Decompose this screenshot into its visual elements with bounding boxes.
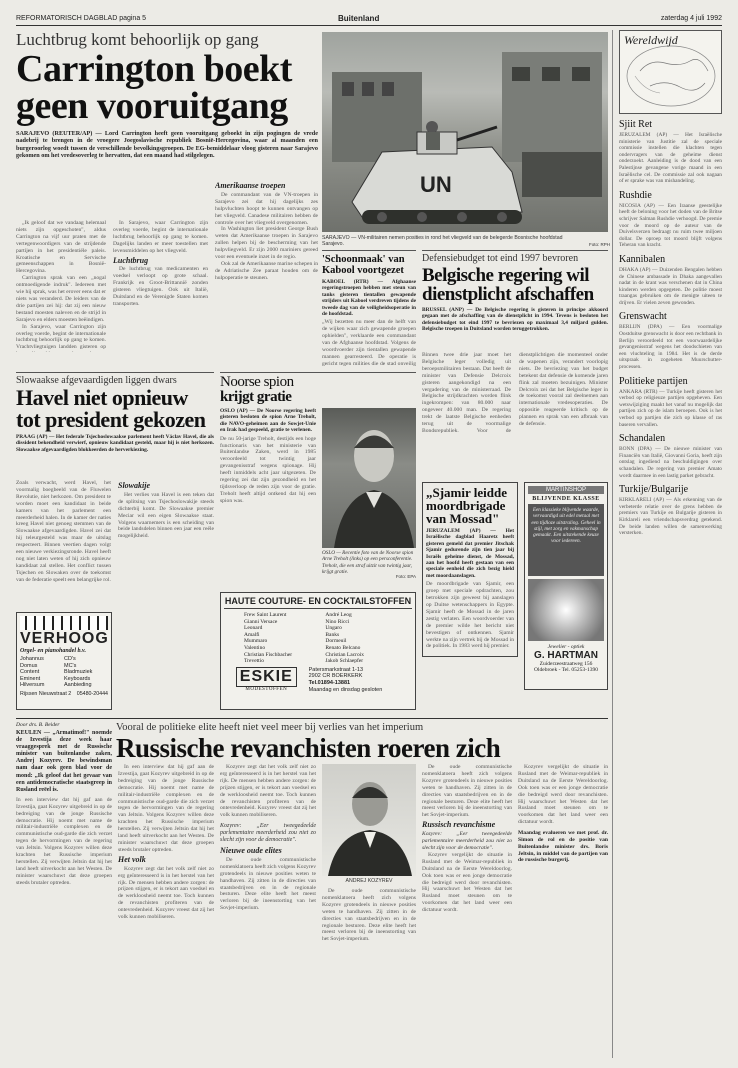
brief-heading: Rushdie — [619, 189, 652, 201]
running-head — [16, 12, 722, 26]
brief-text: BERLIJN (DPA) — Een voormalige Oostduitse grenswacht is door een rechtbank in Berlijn veroordeeld tot een voorwaardelijke gevangenisstraf wegens het doodschieten van een vluchteling in 1984. Het is de derde uitspraak in zogeheten Muurschutter-processen. — [619, 324, 722, 371]
spion-headline[interactable]: krijgt gratie — [220, 389, 292, 405]
ad-item: Keyboards — [64, 675, 91, 682]
havel-body-col2 — [118, 480, 214, 600]
lead-kicker: Luchtbrug komt behoorlijk op gang — [16, 30, 259, 49]
ad-item: Aanbieding — [64, 682, 92, 689]
belgie-kicker: Defensiebudget tot eind 1997 bevroren — [422, 253, 579, 264]
subhead-slowakije: Slowakije — [118, 481, 151, 490]
lead-intro: SARAJEVO (REUTER/AP) — Lord Carrington heeft geen vooruitgang geboekt in zijn pogingen de vrede nadebrij te brengen in de vroegere Joegoslavische republiek Bosnië-Hercegovina, waar al maanden een burgeroorlog woedt tussen de verschillende bevolkingsgroepen. De EG-bemiddelaar vloog gisteren naar Sarajevo gekomen om het vredesoverleg te hervatten, dat een maand had stilgelegen. — [16, 130, 318, 160]
havel-para: Het verlies van Havel is een teken dat de splitsing van Tsjechoslowakije steeds dichterbij komt. De Slowaakse premier Meciar wil een eigen Slowaakse staat. Volgens waarnemers is een scheiding van beide landsdelen binnen een jaar een reële mogelijkheid. — [118, 491, 214, 540]
russia-headline[interactable]: Russische revanchisten roeren zich — [116, 733, 501, 763]
ad-eskie-list-b — [325, 612, 392, 665]
wereldwijd-sidebar — [612, 30, 722, 1058]
lead-body-col2 — [113, 220, 208, 352]
un-vehicle-marking: UN — [420, 172, 452, 197]
ad-item: Christian Fischbacher — [244, 651, 293, 658]
kabool-body: „Wij bezetten nu meer dan de helft van de wijken waar zich gewapende groepen ophielden", verklaarde een commandant van de Afghaanse hoofdstad. Volgens de woordvoerder zijn tientallen gewapende mannen gearresteerd. De operatie is gericht tegen milities die de stad onveilig — [322, 319, 416, 367]
russia-body-col1: In een interview dat hij gaf aan de Izvestija, gaat Kozyrev uitgebreid in op de bedreiging van de jonge Russische democratie. Hij noemt met name de militair-industriële complexen en de communistische oud-garde die zich verzet tegen de hervormingen van de regering van Jeltsin. Volgens Kozyrev willen deze krachten het Russische imperium herstellen. Zij verwijten Jeltsin dat hij het land heeft uitverkocht aan het Westen. De minister waarschuwt dat deze groepen steeds brutaler optreden. — [16, 796, 112, 886]
ad-verhoog-contact — [20, 691, 108, 697]
russia-kicker: Vooral de politieke elite heeft niet veel meer bij verlies van het imperium — [116, 722, 424, 733]
russia-lead: KEULEN — „Armatimof!" noemde de Izvestija deze week haar vraaggesprek met de Russische minister van buitenlandse zaken, Andrej Kozyrev. De bewindsman nam daar ook geen blad voor de mond: „Ik geloof dat het gevaar van een antidemocratische staatsgreep in Rusland reëel is. — [16, 730, 112, 793]
ad-eskie-lists — [224, 612, 412, 665]
ad-item: André Leog — [325, 612, 352, 618]
russia-para: De oude communistische nomenklatoera heeft zich volgens Kozyrev grotendeels in nieuwe posities weten te handhaven. Zij zitten in de directies van staatsbedrijven en in de regionale besturen. Deze elite heeft het meest verloren bij de ineenstorting van het Sovjet-imperium. — [422, 764, 512, 819]
russia-closing: Maandag evalueren we met prof. dr. Simon de rol en de positie van Buitenlandse minister drs. Boris Jeltsin, in middel van de partijen van de russische burgerij. — [518, 830, 608, 864]
russia-para: Kozyrev vergelijkt de situatie in Rusland met de Weimar-republiek in Duitsland na de Eerste Wereldoorlog. Ook toen was er een jonge democratie die bedreigd werd door revanchisten. Hij waarschuwt het Westen dat het Rusland moet steunen om te voorkomen dat het land weer een dictatuur wordt. — [518, 764, 608, 826]
brief-text: DHAKA (AP) — Duizenden Bengalen hebben de Chinese ambassade in Dhaka aangevallen nadat in de krant was verschenen dat in China kinderen werden opgegeten. De politie moest traangas gebruiken om de menigte uiteen te drijven. Er vielen zeven gewonden. — [619, 266, 722, 306]
havel-article — [16, 372, 214, 453]
ad-hartman-text: Een klassieke blijvende waarde, vervaardigd uit edel metaal met een tijdloze uitstraling. Geheel in stijl, met zorg en vakmanschap gemaakt. Een uitstekende keuze voor iedereen. — [528, 504, 604, 576]
russia-para: De oude communistische nomenklatoera heeft zich volgens Kozyrev grotendeels in nieuwe posities weten te handhaven. Zij zitten in de directies van staatsbedrijven en in de regionale besturen. Deze elite heeft het meest verloren bij de ineenstorting van het Sovjet-imperium. — [322, 888, 416, 943]
russia-body-col2 — [118, 764, 214, 1058]
ad-item: Leonard — [244, 625, 263, 632]
ad-eskie-brand: ESKIE — [236, 667, 297, 687]
mossad-lead: JERUZALEM (AP) — Het Israëlische dagblad Haaretz heeft gisteren gemeld dat premier Jitschak Sjamir gedurende zijn tien jaar bij Israëls geheime dienst, de Mossad, aan het hoofd heeft gestaan van een speciale eenheid die zich bezig hield met moordaanslagen. — [426, 528, 514, 579]
spion-kicker: Noorse spion — [220, 374, 294, 390]
brief-text: KIRKLARELI (AP) — Als erkenning van de verbeterde relatie over de grens hebben de premiers van Turkije en Bulgarije gisteren in Kirklareli een vriendschapsverdrag getekend. De beide landen willen de samenwerking versterken. — [619, 497, 722, 537]
portrait-illustration — [322, 408, 416, 548]
wereldwijd-items — [619, 119, 722, 537]
russia-quote: Kozyrev: „Eer tweegedeelde parlementaire meerderheid zou niet zo slecht zijn voor de democratie". — [220, 823, 316, 844]
russia-quote2: Kozyrev: „Eer tweegedeelde parlementaire meerderheid zou niet zo slecht zijn voor de democratie". — [422, 831, 512, 851]
runhead-left: REFORMATORISCH DAGBLAD pagina 5 — [16, 15, 147, 22]
havel-headline[interactable]: Havel niet opnieuw tot president gekozen — [16, 385, 206, 432]
havel-body-col1: Zoals verwacht, werd Havel, het voormalig boegbeeld van de Fluwelen Revolutie, niet herkozen. Om president te worden moet een kandidaat in beide kamers van het parlement een meerderheid halen. In de kamer der naties kreeg Havel niet genoeg stemmen van de Slowaakse afgevaardigden. Havel zei dat hij teleurgesteld was maar de uitslag respecteert. Binnen veertien dagen volgt een nieuwe verkiezingsronde. Havel heeft nog niet laten weten of hij zich opnieuw kandidaat zal stellen. Het conflict tussen Tsjechen en Slowaken over de toekomst van de federatie speelt een belangrijke rol. — [16, 480, 111, 583]
ad-verhoog-lists — [20, 656, 108, 689]
ad-verhoog-col2 — [64, 656, 108, 689]
russia-para: In een interview dat hij gaf aan de Izvestija, gaat Kozyrev uitgebreid in op de bedreiging van de jonge Russische democratie. Hij noemt met name de militair-industriële complexen en de communistische oud-garde die zich verzet tegen de hervormingen van de regering van Jeltsin. Volgens Kozyrev willen deze krachten het Russische imperium herstellen. Zij verwijten Jeltsin dat hij het land heeft uitverkocht aan het Westen. De minister waarschuwt dat deze groepen steeds brutaler optreden. — [118, 764, 214, 853]
ad-item: Nino Ricci — [325, 618, 350, 625]
ad-verhoog-brand: VERHOOG — [20, 630, 109, 647]
ad-item: Eminent — [20, 675, 41, 682]
ad-item: Bladmuziek — [64, 669, 93, 676]
lead-para: De commandant van de VN-troepen in Sarajevo zei dat hij dagelijks zes hulpvluchten hoopt te kunnen ontvangen op het vliegveld. Canadese militairen hebben de controle over het vliegveld overgenomen. — [215, 191, 318, 226]
lead-body-col1 — [16, 220, 106, 352]
subhead-amerikaanse: Amerikaanse troepen — [215, 181, 286, 190]
ad-item: Frew Saint Laurent — [244, 612, 287, 618]
spion-text-col — [220, 408, 316, 534]
ad-item: MC's — [64, 662, 77, 669]
ad-verhoog-col1 — [20, 656, 64, 689]
ad-hartman-city: Oldebroek - Tel. 05253-1390 — [534, 667, 598, 673]
ad-verhoog-address: Rijssen Nieuwstraat 2 — [20, 690, 72, 697]
russia-para: Kozyrev zegt dat het volk zelf niet zo erg geïnteresseerd is in het herstel van het rijk. De mensen hebben andere zorgen: de prijzen stijgen, er is tekort aan voedsel en de werkloosheid neemt toe. Toch kunnen de revanchisten profiteren van de ontevredenheid. Kozyrev vreest dat zij het volk kunnen mobiliseren. — [220, 764, 316, 819]
kabool-headline[interactable]: 'Schoonmaak' van Kabool voortgezet — [322, 254, 405, 276]
ad-eskie-logo — [224, 667, 309, 692]
subhead-oude: Nieuwe oude elites — [220, 845, 282, 855]
ad-eskie-address: Patersmarkstraat 1-13 — [308, 666, 364, 673]
russia-para: De oude communistische nomenklatoera heeft zich volgens Kozyrev grotendeels in nieuwe posities weten te handhaven. Zij zitten in de directies van staatsbedrijven en in de regionale besturen. Deze elite heeft het meest verloren bij de ineenstorting van het Sovjet-imperium. — [220, 856, 316, 912]
piano-keys-icon — [20, 616, 108, 630]
ad-item: Amalfi — [244, 631, 260, 638]
ad-item: Hilversum — [20, 682, 45, 689]
subhead-luchtbrug: Luchtbrug — [113, 255, 149, 265]
runhead-date: zaterdag 4 juli 1992 — [660, 15, 722, 22]
ad-hartman[interactable] — [524, 482, 608, 690]
news-photo-apc — [322, 32, 608, 232]
kozyrev-portrait — [322, 764, 416, 876]
belgie-lead: BRUSSEL (ANP) — De Belgische regering is gisteren in principe akkoord gegaan met de afschaffing van de dienstplicht in 1994. Tevens is besloten het defensiebudget tot eind 1997 te bevriezen op maximaal 3,4 miljard gulden. Belgische troepen in Duitsland worden teruggetrokken. — [422, 307, 608, 333]
ad-verhoog-phone: 05480-20444 — [76, 690, 108, 697]
russia-para: Kozyrev vergelijkt de situatie in Rusland met de Weimar-republiek in Duitsland na de Eerste Wereldoorlog. Ook toen was er een jonge democratie die bedreigd werd door revanchisten. Hij waarschuwt het Westen dat het Rusland moet steunen om te voorkomen dat het land weer een dictatuur wordt. — [422, 851, 512, 914]
lead-para: Carrington sprak van een „nogal ontmoedigende indruk". Iedereen met wie hij sprak, was het erover eens dat er niets was veranderd. De leiders van de drie partijen zei hij: dat zij een nieuw bestand moesten naleven en de strijd in Sarajevo en elders moesten beëindigen. — [16, 275, 106, 323]
photo-caption: SARAJEVO — VN-militairen nemen posities in rond het vliegveld van de belegerde Bosnische hoofdstad Sarajevo. — [322, 235, 563, 248]
ad-item: Gianni Versace — [244, 618, 278, 625]
world-map-box — [619, 30, 722, 114]
ad-item: Banks — [325, 631, 340, 638]
ad-item: Dormeuil — [325, 638, 347, 645]
brief-heading: Sjiit Ret — [619, 119, 653, 130]
russia-para: Kozyrev zegt dat het volk zelf niet zo erg geïnteresseerd is in het herstel van het rijk. De mensen hebben andere zorgen: de prijzen stijgen, er is tekort aan voedsel en de werkloosheid neemt toe. Toch kunnen de revanchisten profiteren van de ontevredenheid. Kozyrev vreest dat zij het volk kunnen mobiliseren. — [118, 865, 214, 921]
ad-hartman-photo — [528, 579, 604, 641]
brief-heading: Politieke partijen — [619, 375, 688, 387]
russia-body-col3 — [220, 764, 316, 1058]
subhead-volk: Het volk — [118, 854, 146, 864]
ad-item: Jakob Schlaepfer — [325, 658, 364, 665]
brief-text: BONN (DPA) — De nieuwe minister van Financiën van Italië, Giovanni Goria, heeft zijn ontslag ingediend na beschuldigingen over schandalen. De regering van premier Amato wordt daarmee in een lastig parket gebracht. — [619, 446, 722, 479]
mossad-body: De moordbrigade van Sjamir, een groep met speciale opdrachten, zou betrokken zijn geweest bij aanslagen op Duitse wetenschappers in Egypte. Sjamir heeft de Mossad in de jaren zestig verlaten. Een woordvoerder van de premier wilde het bericht niet bevestigen of ontkennen. Sjamir werkte na zijn vertrek bij de Mossad in de politiek. In 1983 werd hij premier. — [426, 581, 514, 650]
russia-body-col4 — [322, 888, 416, 1058]
ad-item: Renato Belcano — [325, 644, 361, 651]
kabool-lead: KABOEL (RTR) — Afghaanse regeringstroepen hebben met steun van tanks gisteren tientallen gewapende strijders uit Kaboel verdreven tijdens de tweede dag van de veiligheidsoperatie in de hoofdstad. — [322, 279, 416, 318]
belgie-article — [422, 250, 608, 333]
havel-kicker: Slowaakse afgevaardigden liggen dwars — [16, 375, 177, 386]
spion-photo-caption: OSLO — Recentie foto van de Noorse spion Arne Treholt (links) op een persconferentie. Treholt, die een straf uitzit van twintig jaar, krijgt gratie. — [322, 550, 414, 576]
lead-body-col3 — [215, 180, 318, 352]
ad-item: Valentino — [244, 644, 266, 651]
wereldwijd-title: Wereldwijd — [624, 33, 678, 47]
ad-item: Ungaro — [325, 625, 342, 632]
ad-verhoog-tagline: Orgel- en pianohandel b.v. — [20, 648, 86, 654]
spion-lead: OSLO (AP) — De Noorse regering heeft gisteren besloten de spion Arne Treholt, die NAVO-geheimen aan de Sowjet-Unie en Irak had gespeeld, gratie te verlenen. — [220, 408, 316, 434]
ad-item: Johannus — [20, 656, 44, 662]
ad-eskie-title: HAUTE COUTURE- EN COCKTAILSTOFFEN — [224, 596, 412, 609]
brief-text: JERUZALEM (AP) — Het Israëlische ministerie van Justitie zal de speciale commissie instellen die klachten tegen ondervragers van de geheime dienst onderzoekt. Aanleiding is de dood van een Palestijnse gevangene vorige maand in een Israëlische cel. De commissie zal ook nagaan of er sprake was van mishandeling. — [619, 132, 722, 185]
brief-text: ANKARA (RTR) — Turkije heeft gisteren het verbod op religieuze partijen opgeheven. Een wetswijziging maakt het vanaf nu mogelijk dat partijen zich op de islam beroepen. Ook is het verbod op partijen die zich op klasse of ras baseren vervallen. — [619, 388, 722, 428]
ad-eskie[interactable] — [220, 592, 416, 710]
brief-heading: Turkije/Bulgarije — [619, 484, 689, 496]
mossad-headline[interactable]: „Sjamir leidde moordbrigade van Mossad" — [426, 485, 508, 526]
mossad-article — [422, 482, 518, 657]
ad-eskie-footer — [224, 667, 412, 693]
russia-body-col6 — [518, 764, 608, 1058]
brief-text: NICOSIA (AP) — Een Iraanse geestelijke heeft de beloning voor het doden van de Britse schrijver Salman Rushdie verhoogd. De premie voor de moord op de auteur van de Duivelsverzen bedraagt nu ruim twee miljoen dollar. De oproep tot moord blijft volgens Teheran van kracht. — [619, 202, 722, 249]
ad-item: Christian Lacroix — [325, 651, 365, 658]
belgie-headline[interactable]: Belgische regering wil dienstplicht afschaffen — [422, 265, 594, 305]
ad-hartman-address: Zuiderzeestraatweg 156 — [539, 661, 593, 667]
ad-hartman-signature: Jewelier - optiek — [547, 644, 585, 650]
ad-eskie-brand-sub: MODESTOFFEN — [245, 687, 288, 693]
kozyrev-photo — [322, 764, 416, 876]
spion-photo — [322, 408, 416, 548]
ad-item: Domus — [20, 662, 38, 669]
lead-para: De luchtbrug van medicamenten en voedsel verloopt op grote schaal. Frankrijk en Groot-Brittannië zonden gisteren vliegtuigen. Ook uit Italië, Duitsland en de Verenigde Staten komen transporten. — [113, 266, 208, 307]
ad-eskie-list-a — [244, 612, 325, 665]
ad-eskie-hours: Maandag en dinsdag gesloten — [308, 686, 383, 693]
brief-heading: Grenswacht — [619, 311, 667, 323]
ad-verhoog[interactable] — [16, 612, 112, 710]
lead-para: In Sarajevo, waar Carrington zijn overleg voerde, begint de internationale luchtbrug behoorlijk op gang te komen. Dagelijks landen er meer toestellen met levensmiddelen op het vliegveld. — [113, 220, 208, 254]
subhead-revanche: Russisch revanchisme — [422, 820, 496, 830]
kozyrev-caption: ANDREJ KOZYREV — [345, 878, 393, 884]
belgie-body: Binnen twee drie jaar moet het Belgische leger volledig uit beroepsmilitairen bestaan. Dat heeft de minister van Defensie Delcroix gisteren aangekondigd na een vergadering van de ministerraad. De Belgische strijdkrachten worden flink ingekrompen: van 80.000 naar ongeveer 40.000 man. De regering trekt de laatste Belgische eenheden terug uit de voormalige Bondsrepubliek. Voor de dienstplichtigen die momenteel onder de wapenen zijn, verandert voorlopig niets. De bevriezing van het budget betekent dat defensie de komende jaren flink zal moeten bezuinigen. Minister Delcroix zei dat het Belgische leger in de toekomst vooral zal deelnemen aan internationale vredesoperaties. De oppositie reageerde kritisch op de plannen en sprak van een afbraak van de defensie. — [422, 352, 608, 434]
spion-body: De nu 50-jarige Treholt, destijds een hoge functionaris van het ministerie van Buitenlandse Zaken, werd in 1985 veroordeeld tot twintig jaar gevangenisstraf wegens spionage. Hij heeft inmiddels acht jaar uitgezeten. De regering zei dat zijn gezondheid en het tijdsverloop de reden zijn voor de gratie. Treholt heeft altijd ontkend dat hij een spion was. — [220, 435, 316, 504]
brief-heading: Kannibalen — [619, 253, 666, 265]
apc-illustration — [322, 32, 608, 232]
section-title: Buitenland — [338, 14, 380, 23]
lead-para: In Washington liet president George Bush weten dat Amerikaanse troepen in Sarajevo zullen helpen bij de bescherming van het hulpvliegveld. Er zijn 2000 mariniers gereed voor een eventuele inzet in de regio. — [215, 226, 318, 261]
ad-eskie-contact — [309, 667, 412, 693]
ad-item: Trevettio — [244, 658, 264, 665]
ad-item: CD's — [64, 656, 76, 662]
ad-hartman-label: MARTINSHOP — [528, 486, 604, 494]
ad-eskie-phone: Tel.01894-13881 — [308, 679, 351, 686]
ad-hartman-brand: G. HARTMAN — [534, 650, 598, 661]
havel-lead: PRAAG (AP) — Het federale Tsjechoslowaakse parlement heeft Václav Havel, die als dissident bekendheid verwierf, opnieuw kandidaat gesteld, maar hij is niet herkozen. Slowaakse afgevaardigden blokkeerden de herverkiezing. — [16, 434, 214, 453]
russia-byline: Door drs. B. Beider — [16, 722, 60, 728]
ad-item: Content — [20, 669, 40, 676]
lead-article — [16, 30, 318, 160]
russia-body-col5 — [422, 764, 512, 1058]
lead-para: In Sarajevo, waar Carrington zijn overleg voerde, begint de internationale luchtbrug behoorlijk op gang te komen. Vrachtvliegtuigen landden gisteren op — [16, 323, 106, 351]
spion-photo-credit: Foto: EPA — [395, 574, 416, 579]
lead-para: „Ik geloof dat we vandaag helemaal niets zijn opgeschoten", aldus Carrington na vijf uur praten met de vertegenwoordigers van de strijdende partijen in het presidentiële paleis. Kroatische en Servische gemeenschappen in Bosnië-Hercegovina. — [16, 220, 106, 275]
lead-headline[interactable]: Carrington boekt geen vooruitgang — [16, 48, 292, 127]
spion-article — [220, 372, 416, 405]
kabool-article — [322, 250, 416, 368]
photo-credit: Foto: RPH — [588, 242, 610, 247]
ad-eskie-city: 2902 CR BOERKERK — [308, 673, 363, 680]
lead-para: Ook zal de Amerikaanse marine schepen in de Adriatische Zee paraat houden om de hulpoperatie te steunen. — [215, 260, 318, 281]
brief-heading: Schandalen — [619, 433, 666, 445]
russia-intro-col — [16, 722, 112, 987]
ad-hartman-subtitle: BLIJVENDE KLASSE — [532, 496, 600, 502]
ad-item: Mummaro — [244, 638, 268, 645]
